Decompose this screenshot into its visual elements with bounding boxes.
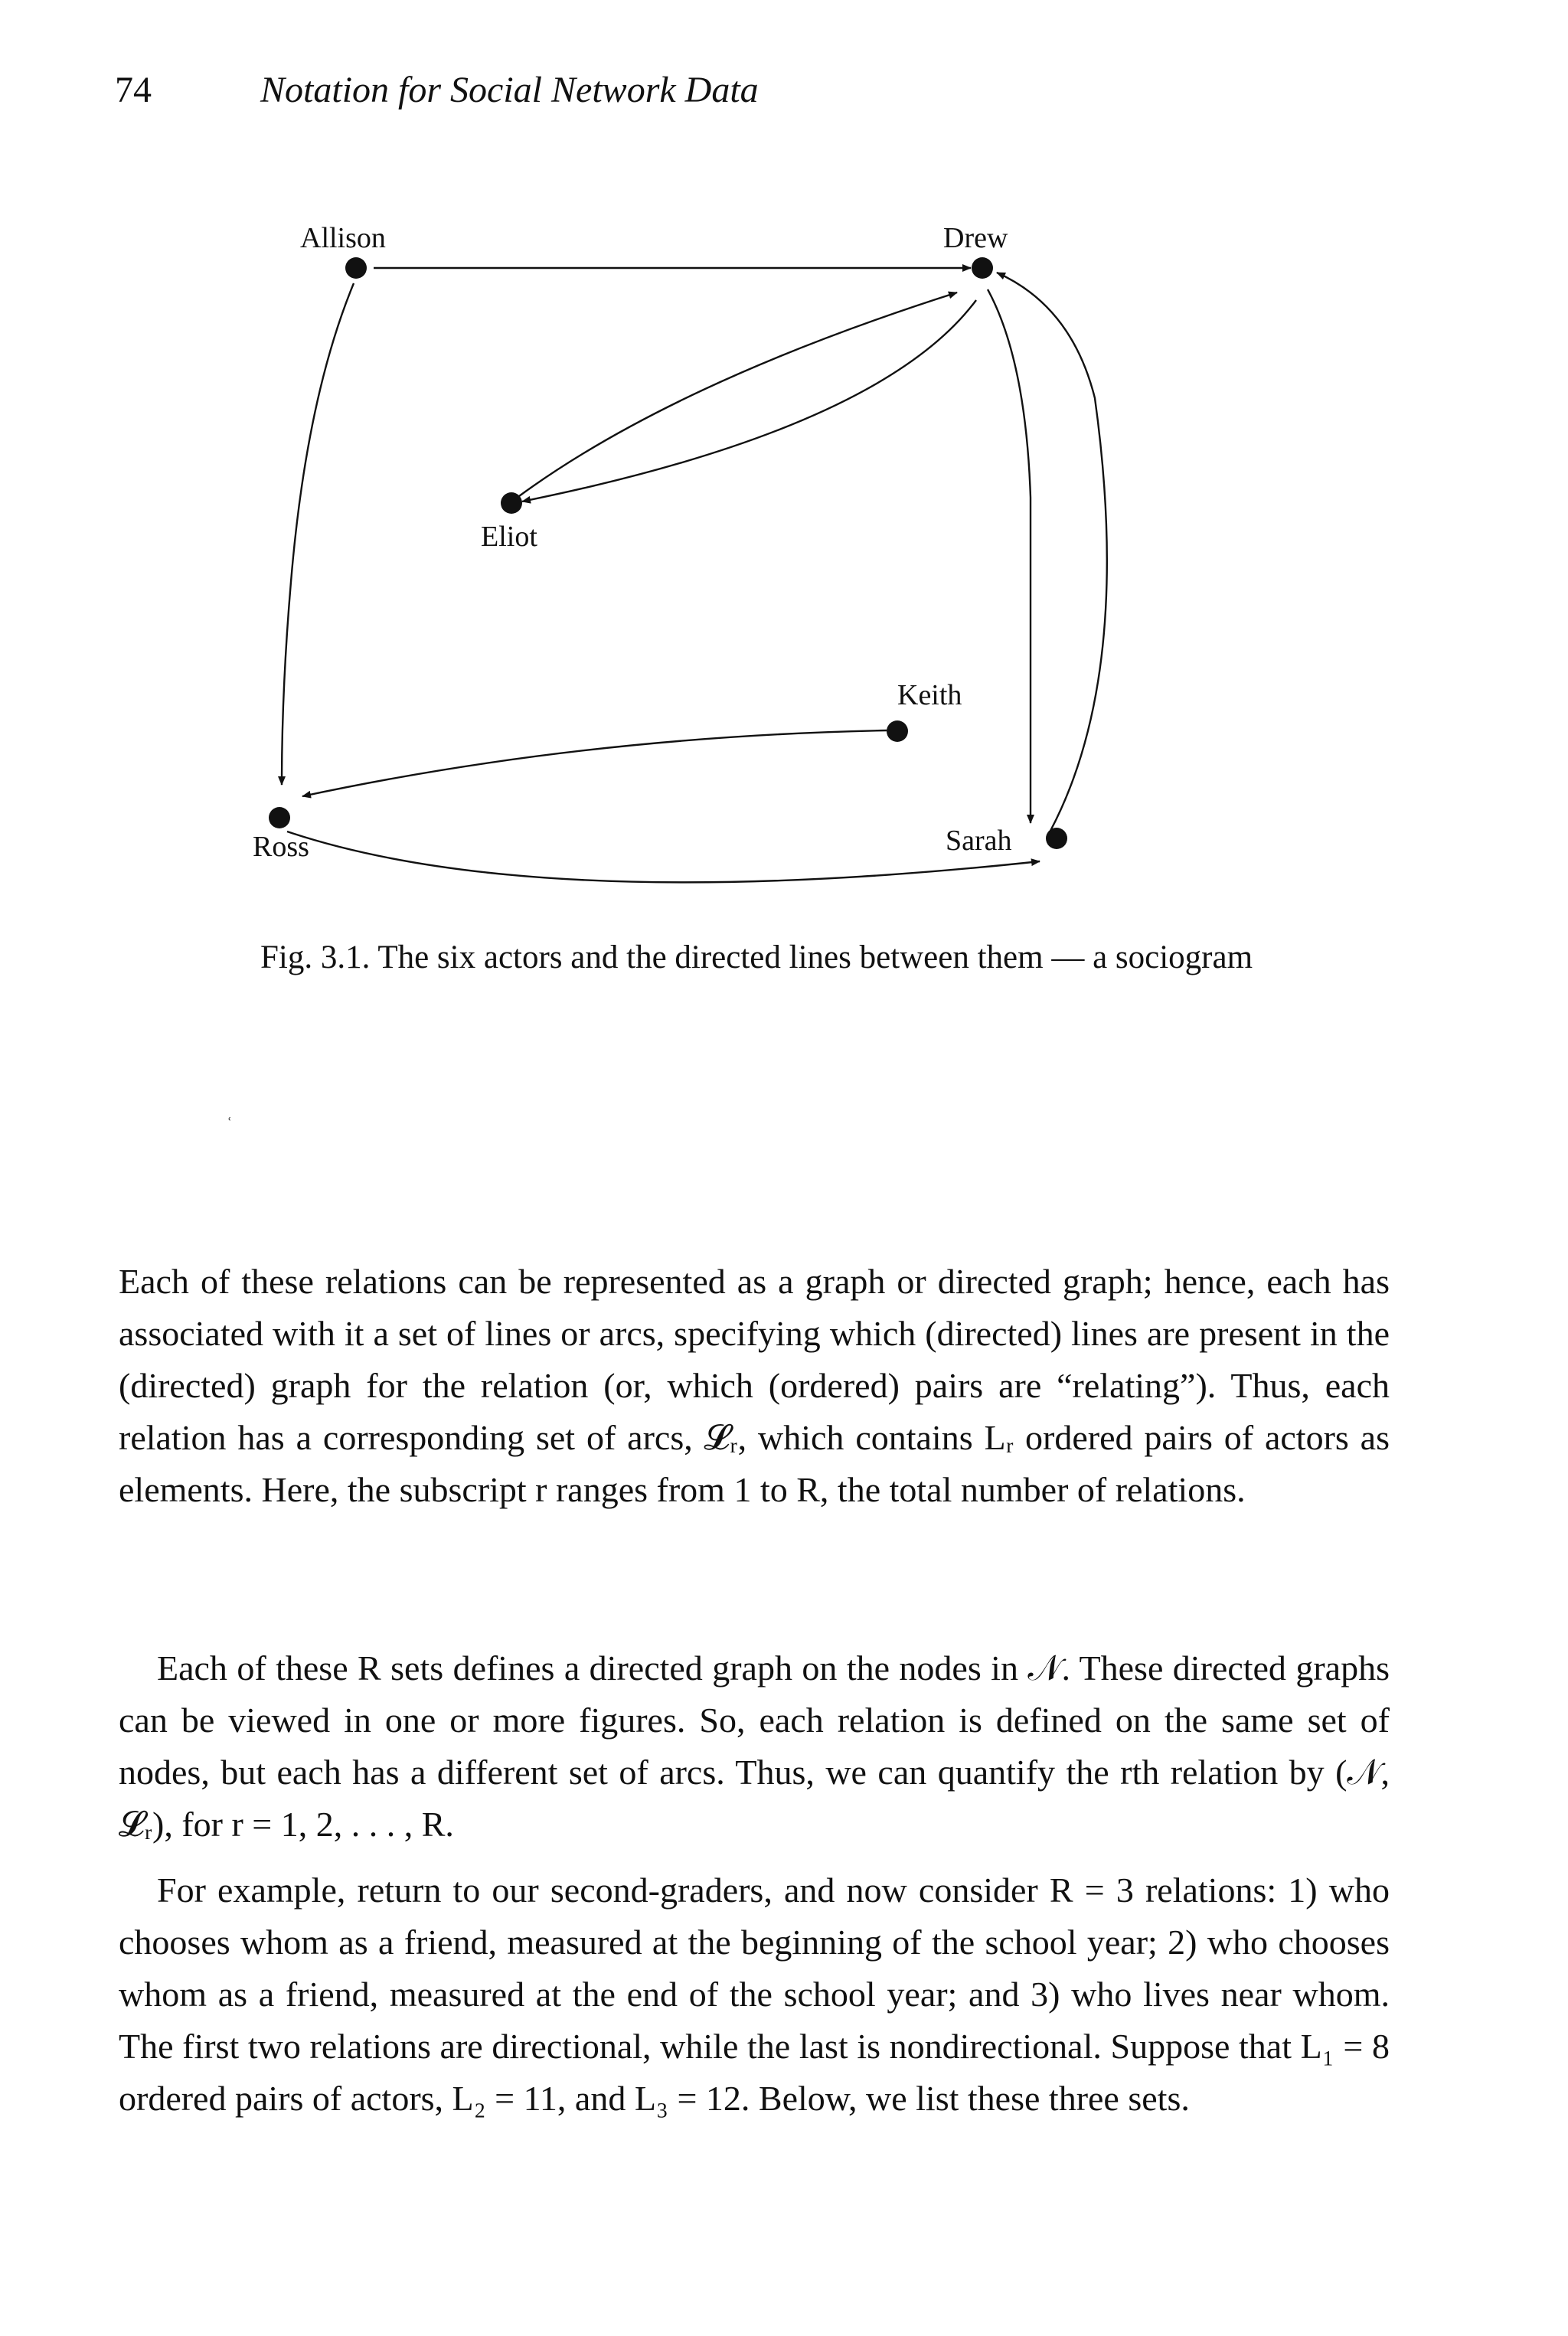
sociogram-figure (0, 0, 1568, 995)
arc-drew-eliot (522, 300, 976, 502)
arc-ross-sarah (287, 831, 1040, 882)
node-label-allison: Allison (300, 222, 386, 254)
paragraph-3-block (119, 1864, 1390, 2125)
arc-eliot-drew (519, 292, 957, 496)
node-label-drew: Drew (943, 222, 1008, 254)
node-allison (345, 257, 367, 279)
node-ross (269, 807, 290, 828)
paragraph-1: Each of these relations can be represented as a graph or directed graph; hence, each has associated with it a set of lines or arcs, specifying which (directed) lines are present in the (directed) graph for the relation (or, which (ordered) pairs are “relating”). Thus, each relation has a corresponding set of arcs, 𝓛ᵣ, which contains Lᵣ ordered pairs of actors as elements. Here, the subscript r ranges from 1 to R, the total number of relations. (119, 1262, 1390, 1509)
paragraph-2-block (119, 1642, 1390, 1851)
arc-allison-ross (282, 283, 354, 785)
arc-keith-ross (302, 730, 887, 796)
node-label-ross: Ross (253, 831, 309, 863)
page-number: 74 (115, 70, 152, 110)
paragraph-1-block (119, 1256, 1390, 1516)
node-eliot (501, 492, 522, 514)
node-label-eliot: Eliot (481, 521, 537, 553)
node-keith (887, 720, 908, 742)
arc-drew-sarah (988, 289, 1031, 823)
running-title: Notation for Social Network Data (260, 70, 759, 110)
node-sarah (1046, 828, 1067, 849)
sociogram-graph (0, 0, 1568, 995)
figure-caption: Fig. 3.1. The six actors and the directed lines between them — a sociogram (260, 939, 1253, 975)
paragraph-2: Each of these R sets defines a directed graph on the nodes in 𝒩. These directed graphs can be viewed in one or more figures. So, each relation is defined on the same set of nodes, but each has a different set of arcs. Thus, we can quantify the rth relation by (𝒩, 𝓛ᵣ), for r = 1, 2, . . . , R. (119, 1648, 1390, 1844)
stray-mark: ʿ (227, 1114, 233, 1133)
paragraph-3: For example, return to our second-graders, and now consider R = 3 relations: 1) who chooses whom as a friend, measured at the beginning of the school year; 2) who chooses whom as a friend, measured at the end of the school year; and 3) who lives near whom. The first two relations are directional, while the last is nondirectional. Suppose that L₁ = 8 ordered pairs of actors, L₂ = 11, and L₃ = 12. Below, we list these three sets. (119, 1870, 1390, 2118)
node-label-sarah: Sarah (946, 825, 1012, 857)
node-drew (972, 257, 993, 279)
node-label-keith: Keith (897, 679, 962, 711)
